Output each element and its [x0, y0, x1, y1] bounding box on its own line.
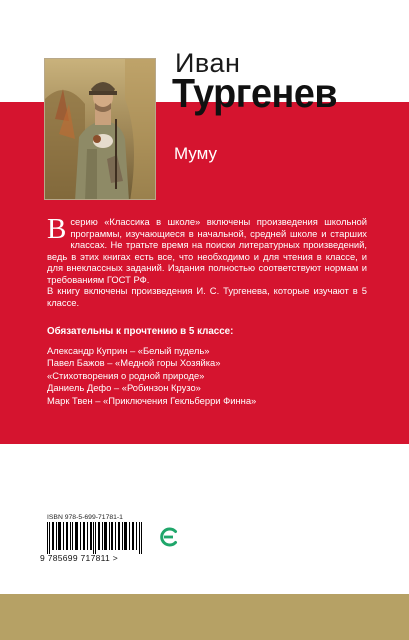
author-last-name: Тургенев — [172, 70, 338, 116]
author-first-name: Иван — [175, 48, 241, 78]
portrait-illustration — [45, 59, 156, 200]
description-paragraph-1 — [47, 213, 367, 285]
list-item: Марк Твен – «Приключения Гекльберри Финна» — [47, 394, 257, 406]
drop-cap: В — [47, 213, 67, 245]
barcode — [47, 522, 142, 554]
barcode-digits: 9 785699 717811 > — [40, 553, 118, 563]
list-item: «Стихотворения о родной природе» — [47, 369, 205, 381]
bottom-gold-band — [0, 594, 409, 640]
description-paragraph-2: В книгу включены произведения И. С. Тургенева, которые изучают в 5 классе. — [47, 285, 367, 308]
required-reading-heading: Обязательны к прочтению в 5 классе: — [47, 326, 234, 337]
portrait-painting — [44, 58, 156, 200]
series-description — [47, 213, 367, 308]
isbn-label: ISBN 978-5-699-71781-1 — [47, 514, 123, 521]
list-item: Александр Куприн – «Белый пудель» — [47, 345, 210, 356]
required-reading-list — [47, 345, 256, 407]
book-title: Муму — [174, 144, 218, 163]
list-item: Даниель Дефо – «Робинзон Крузо» — [47, 382, 201, 394]
list-item: Павел Бажов – «Медной горы Хозяйка» — [47, 357, 221, 369]
eksmo-logo-icon — [158, 526, 180, 548]
description-text: серию «Классика в школе» включены произведения школьной программы, изучающиеся в начальной, средней школе и старших классах. Не тратьте время на поиски литературных произведений, ведь в этих книгах есть все, что необходимо и для чтения в классе, и для внеклассных заданий. Издания полностью соответствуют нормам и требованиям ГОСТ РФ. — [47, 216, 367, 285]
